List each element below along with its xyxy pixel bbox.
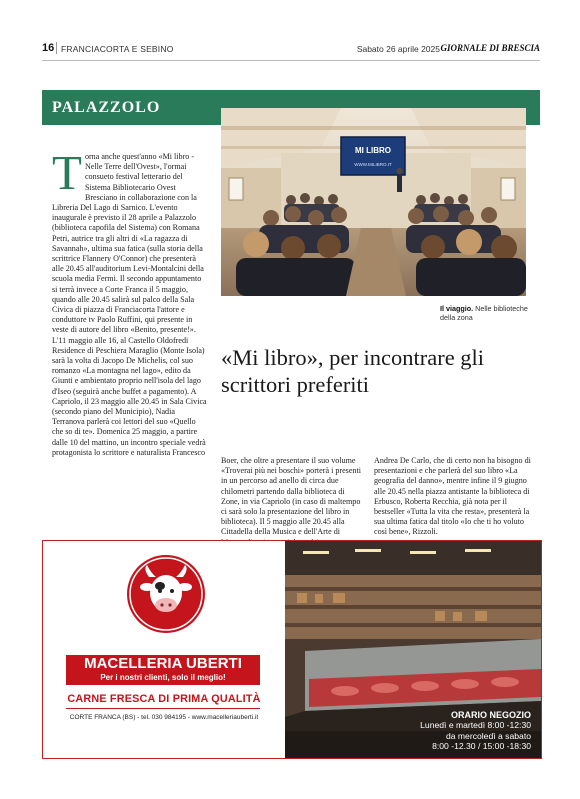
section-title: PALAZZOLO: [52, 99, 161, 116]
cow-logo-icon: [127, 555, 205, 633]
drop-cap: T: [52, 145, 82, 200]
newspaper-name: GIORNALE DI BRESCIA: [440, 43, 540, 53]
screen-url: WWW.MILIBRO.IT: [354, 162, 392, 167]
ad-brand-panel: [43, 541, 285, 758]
article-column-3: Andrea De Carlo, che di certo non ha bisogno di presentazioni e che parlerà del suo libro «La geografia del danno», mentre infine il 9 giugno alle 20.45 nella piazza antistante la biblioteca di Erbusco, Roberta Recchia, già nota per il bestseller «Tutta la vita che resta», presenterà la sua ultima fatica dal titolo «Io che ti ho voluto così bene», Rizzoli.: [374, 456, 531, 537]
shop-address: CORTE FRANCA (BS) - tel. 030 984195 - www.macelleriauberti.it: [69, 714, 259, 721]
photo-caption: [440, 304, 532, 322]
shop-interior-photo: [285, 541, 541, 758]
opening-hours: [420, 710, 531, 752]
header-rule: [42, 60, 540, 61]
advertisement: [42, 540, 542, 759]
caption-text: Nelle biblioteche della zona: [440, 304, 528, 322]
projection-screen: [341, 137, 405, 175]
shop-name: MACELLERIA UBERTI: [84, 655, 242, 672]
hours-line-1: Lunedì e martedì 8:00 -12:30: [420, 720, 531, 731]
article-headline: «Mi libro», per incontrare gli scrittori preferiti: [221, 345, 485, 397]
hours-line-3: 8:00 -12.30 / 15:00 -18:30: [432, 741, 531, 752]
article-photo: [221, 108, 526, 296]
header-divider: [56, 42, 57, 54]
hours-title: ORARIO NEGOZIO: [450, 709, 531, 720]
caption-lead: Il viaggio.: [440, 304, 474, 313]
ad-divider: [66, 708, 260, 709]
article-column-2: Boer, che oltre a presentare il suo volume «Troverai più nei boschi» porterà i presenti in un percorso ad anello di circa due chilometri partendo dalla biblioteca di Zone, in via Capriolo (in caso di maltempo ci sarà solo la presentazione del libro in biblioteca). Il 5 maggio alle 20.45 alla Cittadella della Musica e dell'Arte di: [221, 456, 361, 537]
shop-tagline: Per i nostri clienti, solo il meglio!: [100, 673, 226, 682]
section-name: FRANCIACORTA E SEBINO: [61, 44, 174, 54]
screen-title: MI LIBRO: [355, 146, 391, 155]
page-header: [42, 40, 540, 60]
shop-slogan: CARNE FRESCA DI PRIMA QUALITÀ: [67, 693, 261, 705]
shop-name-banner: [66, 655, 260, 685]
article-column-1: [52, 145, 208, 458]
hours-line-2: da mercoledì a sabato: [445, 730, 531, 741]
page-number: 16: [42, 42, 55, 54]
article-text-1: orna anche quest'anno «Mi libro - Nelle Terre dell'Ovest», l'ormai consueto festival letterario del Sistema Bibliotecario Ovest Bresciano in collaborazione con la Libreria Del Lago di Sarnico. L'evento inaugurale è previsto il 28 aprile a Palazzolo (biblioteca capofila del Sistema) con Romana Petri, autrice tra gli altri di «La ragazza di Savannah», ultima sua fatica (sulla storia della scrittrice Flannery O'Connor) che presenterà alle 20.45 all'auditorium Levi-Montalcini della scuola media Fermi. Il secondo appuntamento si terrà invece a Corte Franca il 5 maggio, quando alle 20.45 salirà sul palco della Sala Civica di piazza di Franciacorta l'attore e conduttore tv Paolo Ruffini, qui presente in veste di autore del libro «Benito, presente!». L'11 maggio alle 16, al Castello Oldofredi Residence di Peschiera Maraglio (Monte Isola) sarà la volta di Jacopo De Michelis, col suo romanzo «La montagna nel lago», edito da Giunti e ambientato proprio nell'isola del lago d'Iseo (seguirà anche buffet a pagamento). A Capriolo, il 23 maggio alle 20.45 in Sala Civica (secondo piano del Municipio), Nadia Terranova parlerà coi lettori del suo «Quello che so di te». Domenica 25 maggio, a partire dalle 10 del mattino, un incontro speciale vedrà protagonista lo scrittore e naturalista Francesco: [52, 152, 207, 457]
issue-date: Sabato 26 aprile 2025: [356, 44, 440, 54]
